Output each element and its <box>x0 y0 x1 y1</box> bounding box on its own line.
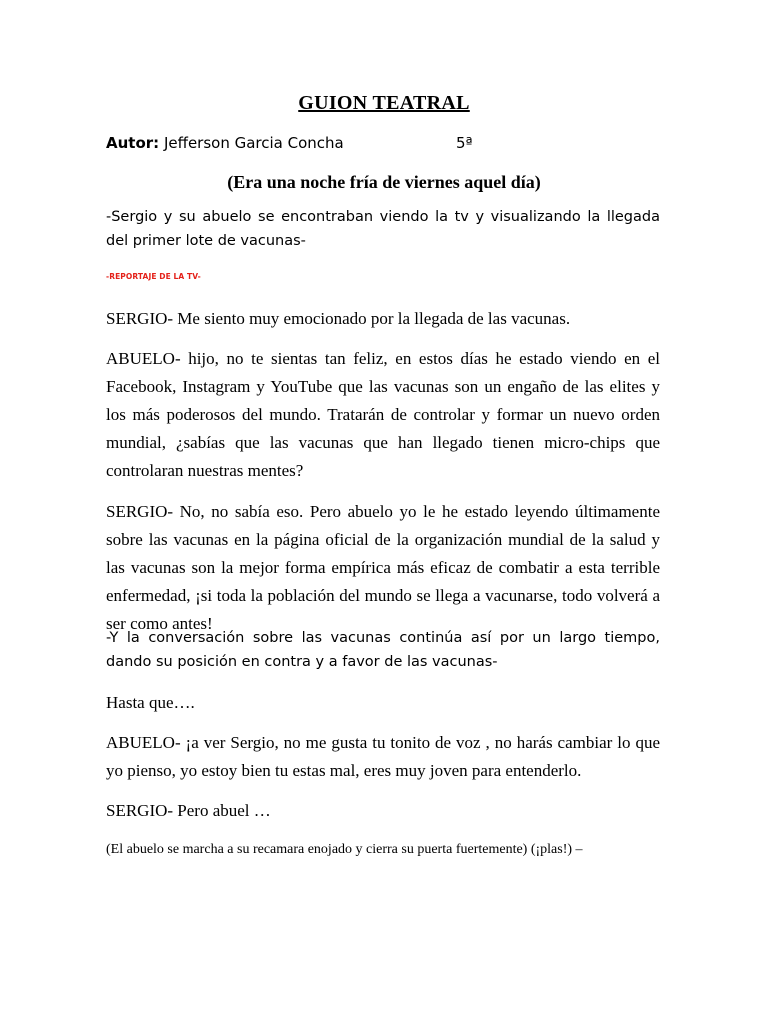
dialogue-sergio-3: SERGIO- Pero abuel … <box>106 801 271 820</box>
author-line <box>106 134 344 152</box>
dialogue-sergio-2: SERGIO- No, no sabía eso. Pero abuelo yo le he estado leyendo últimamente sobre las vacunas en la página oficial de la organización mundial de la salud y las vacunas son la mejor forma empírica más eficaz de combatir a esta terrible enfermedad, ¡si toda la población del mundo se llega a vacunarse, todo volverá a ser como antes! <box>106 502 660 633</box>
dialogue-abuelo-2: ABUELO- ¡a ver Sergio, no me gusta tu tonito de voz , no harás cambiar lo que yo pienso, yo estoy bien tu estas mal, eres muy joven para entenderlo. <box>106 733 660 780</box>
tv-report-label: -REPORTAJE DE LA TV- <box>106 272 201 281</box>
document-subtitle: (Era una noche fría de viernes aquel día) <box>227 172 541 192</box>
narration-hasta-que: Hasta que…. <box>106 693 195 712</box>
stage-direction-opening: -Sergio y su abuelo se encontraban viendo la tv y visualizando la llegada del primer lote de vacunas- <box>106 209 660 249</box>
document-title: GUION TEATRAL <box>298 92 470 114</box>
author-label: Autor: <box>106 134 160 152</box>
dialogue-sergio-1: SERGIO- Me siento muy emocionado por la llegada de las vacunas. <box>106 309 571 328</box>
stage-direction-final: (El abuelo se marcha a su recamara enojado y cierra su puerta fuertemente) (¡plas!) – <box>106 842 583 857</box>
author-grade: 5ª <box>456 134 473 152</box>
stage-direction-middle: -Y la conversación sobre las vacunas continúa así por un largo tiempo, dando su posición en contra y a favor de las vacunas- <box>106 630 660 670</box>
dialogue-abuelo-1: ABUELO- hijo, no te sientas tan feliz, en estos días he estado viendo en el Facebook, Instagram y YouTube que las vacunas son un engaño de las elites y los más poderosos del mundo. Tratarán de controlar y formar un nuevo orden mundial, ¿sabías que las vacunas que han llegado tienen micro-chips que controlaran nuestras mentes? <box>106 349 660 480</box>
author-name: Jefferson Garcia Concha <box>163 134 344 152</box>
